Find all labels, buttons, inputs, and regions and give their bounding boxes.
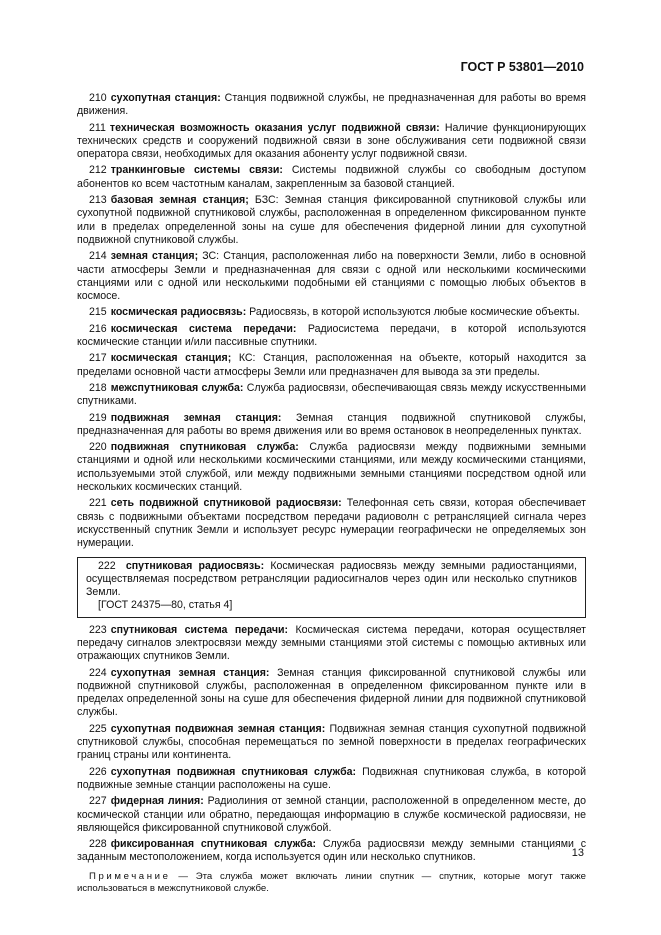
term-title: подвижная спутниковая служба: [110, 441, 299, 454]
term-definition: Служба радиосвязи, обеспечивающая связь между искусственными спутниками. [77, 381, 586, 408]
term-definition: Радиосвязь, в которой используются любые космические объекты. [246, 306, 580, 319]
term-entry-213 [77, 194, 586, 247]
term-number: 228 [89, 838, 107, 851]
term-definition: Наличие функционирующих технических средств и сооружений подвижной связи в зоне обслуживания сети подвижной связи оператора связи, необходимых для оказания абоненту услуг подвижной связи. [77, 121, 586, 161]
term-title: спутниковая система передачи: [110, 623, 289, 636]
term-entry-226 [77, 766, 586, 793]
document-code: ГОСТ Р 53801—2010 [460, 60, 584, 74]
term-number: 214 [89, 250, 107, 263]
term-title: космическая система передачи: [110, 322, 297, 335]
note-text: — Эта служба может включать линии спутник — спутник, которые могут также использоваться в межспутниковой службе. [77, 870, 586, 894]
term-definition: Подвижная земная станция сухопутной подвижной спутниковой службы, способная перемещаться по земной поверхности в пределах географических границ страны или континента. [77, 722, 586, 762]
boxed-term-entry [77, 557, 586, 618]
term-number: 212 [89, 164, 107, 177]
term-definition: ЗС: Станция, расположенная либо на поверхности Земли, либо в основной части атмосферы Земли и предназначенная для связи с одной или несколькими космическими станциями или с одной или несколькими подобными ей станциями с помощью любых объектов в космосе. [77, 250, 586, 303]
term-title: техническая возможность оказания услуг подвижной связи: [109, 121, 440, 134]
standard-reference: [ГОСТ 24375—80, статья 4] [98, 599, 233, 612]
term-title: сухопутная подвижная спутниковая служба: [110, 765, 357, 778]
term-entry-222 [86, 560, 577, 600]
term-title: подвижная земная станция: [110, 411, 282, 424]
term-definition: Служба радиосвязи между подвижными земными станциями и одной или несколькими космическими станциями, или между космическими станциями, используемыми этой службой, или между подвижными земными станциями посредством одной или нескольких космических станций. [77, 441, 586, 494]
term-entry-216 [77, 323, 586, 350]
term-title: сеть подвижной спутниковой радиосвязи: [110, 497, 342, 510]
term-number: 223 [89, 623, 107, 636]
page-number: 13 [571, 847, 584, 859]
term-entry-224 [77, 667, 586, 720]
term-entry-219 [77, 412, 586, 439]
term-entry-228 [77, 838, 586, 865]
term-number: 224 [89, 666, 107, 679]
term-entry-220 [77, 441, 586, 494]
term-number: 225 [89, 722, 107, 735]
term-list-top [77, 92, 586, 551]
term-definition: БЗС: Земная станция фиксированной спутниковой службы или сухопутной подвижной спутниковой службы, расположенная в определенном фиксированном пункте или в пределах определенной зоны на суше для обеспечения фидерной линии для сухопутной подвижной спутниковой службы. [77, 194, 586, 246]
note-label: Примечание [89, 870, 171, 882]
term-title: базовая земная станция; [110, 194, 249, 207]
term-definition: Космическая система передачи, которая осуществляет передачу сигналов электросвязи между земными станциями этой системы с помощью активных или отражающих спутников Земли. [77, 623, 586, 663]
term-title: сухопутная подвижная земная станция: [110, 722, 326, 735]
footnote [77, 871, 586, 895]
term-title: фиксированная спутниковая служба: [110, 838, 317, 851]
term-entry-215 [77, 306, 586, 319]
term-definition: Станция подвижной службы, не предназначенная для работы во время движения. [77, 92, 587, 118]
term-title: спутниковая радиосвязь: [125, 559, 265, 572]
term-definition: Радиолиния от земной станции, расположенной в определенном месте, до космической станции или обратно, передающая информацию в службе космической радиосвязи, не являющейся фиксированной спутниковой службой. [77, 795, 586, 834]
term-number: 210 [89, 92, 107, 104]
term-definition: Служба радиосвязи между земными станциями с заданным местоположением, когда используется один или несколько спутников. [77, 838, 586, 864]
document-body [77, 92, 586, 904]
term-title: космическая радиосвязь: [110, 306, 247, 319]
term-definition: Системы подвижной службы со свободным доступом абонентов ко всем частотным каналам, закрепленным за базовой станцией. [77, 164, 586, 190]
term-number: 218 [89, 381, 107, 394]
term-title: сухопутная станция: [110, 92, 221, 104]
term-number: 213 [89, 194, 107, 207]
term-number: 226 [89, 765, 107, 778]
term-number: 216 [89, 322, 107, 335]
term-entry-225 [77, 723, 586, 763]
term-definition: Земная станция фиксированной спутниковой службы или подвижной спутниковой службы, расположенная в определенном фиксированном пункте или в пределах определенной зоны на суше для обеспечения фидерной линии для подвижной спутниковой службы. [77, 666, 586, 719]
term-number: 222 [98, 559, 116, 572]
term-title: транкинговые системы связи: [110, 164, 283, 177]
term-entry-210 [77, 92, 586, 119]
term-number: 217 [89, 352, 107, 365]
term-definition: Телефонная сеть связи, которая обеспечивает связь с подвижными объектами посредством передачи радиоволн с ретрансляцией сигнала через искусственный спутник Земли и использует ресурс нумерации географически не определяемых зон нумерации. [77, 497, 586, 550]
term-list-bottom [77, 624, 586, 865]
term-entry-212 [77, 164, 586, 191]
term-title: межспутниковая служба: [110, 381, 244, 394]
term-entry-221 [77, 497, 586, 550]
term-entry-227 [77, 795, 586, 835]
term-title: сухопутная земная станция: [110, 666, 270, 679]
term-number: 211 [89, 121, 106, 134]
term-definition: Подвижная спутниковая служба, в которой подвижные земные станции расположены на суше. [77, 765, 586, 791]
term-title: фидерная линия: [110, 795, 204, 808]
term-definition: Земная станция подвижной спутниковой службы, предназначенная для работы во время движения или во время остановок в неопределенных пунктах. [77, 411, 587, 437]
term-number: 227 [89, 795, 107, 808]
term-entry-223 [77, 624, 586, 664]
term-number: 215 [89, 306, 107, 319]
term-number: 220 [89, 441, 107, 454]
term-entry-211 [77, 122, 586, 162]
term-title: космическая станция; [110, 352, 232, 365]
term-title: земная станция; [110, 250, 199, 263]
term-entry-217 [77, 352, 586, 379]
term-definition: Космическая радиосвязь между земными радиостанциями, осуществляемая посредством ретрансляции радиосигналов через один или несколько спутников Земли. [86, 559, 577, 599]
term-entry-218 [77, 382, 586, 409]
term-definition: КС: Станция, расположенная на объекте, который находится за пределами основной части атмосферы Земли или предназначен для вывода за эти пределы. [77, 352, 586, 378]
term-definition: Радиосистема передачи, в которой используются космические станции и/или пассивные спутники. [77, 322, 586, 349]
term-entry-214 [77, 250, 586, 303]
term-number: 219 [89, 411, 107, 424]
term-number: 221 [89, 497, 107, 510]
